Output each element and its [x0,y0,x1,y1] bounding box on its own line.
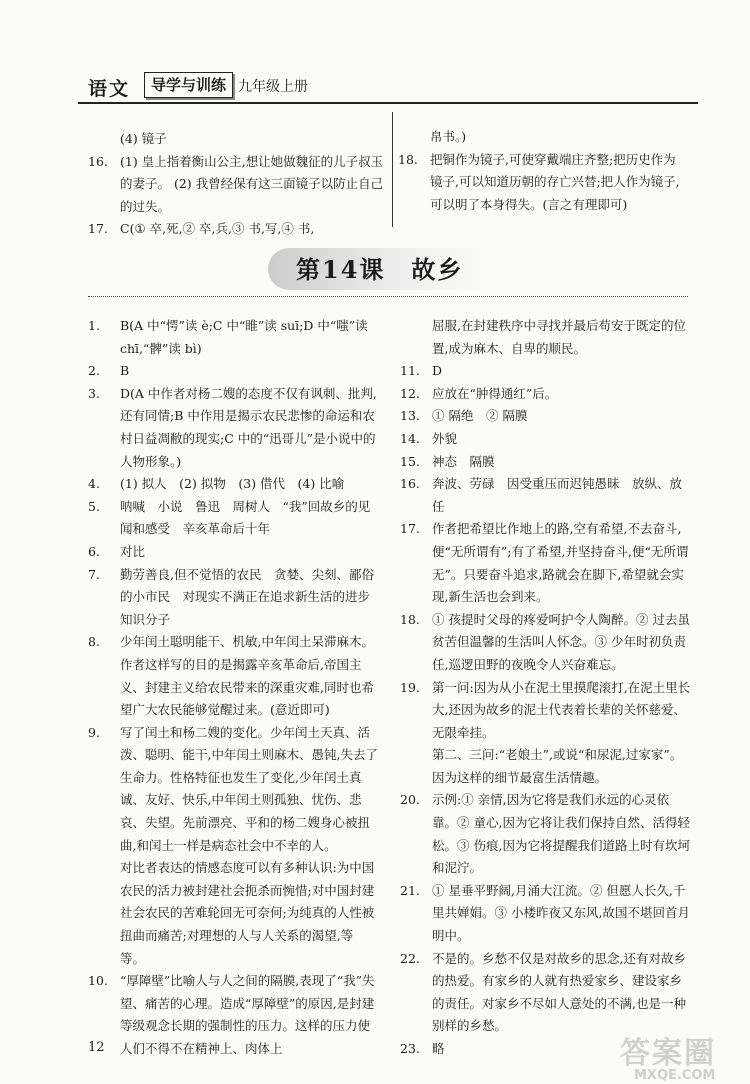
answer-text: 略 [432,1041,445,1056]
answer-item [88,564,378,632]
answer-text: ① 隔绝 ② 隔膜 [432,408,528,424]
answer-text: “厚障壁”比喻人与人之间的隔膜,表现了“我”失望、痛苦的心理。造成“厚障壁”的原因,是封建等级观念长期的强制性的压力。这样的压力使人们不得不在精神上、肉体上 [120,973,375,1056]
answer-text: 写了闰土和杨二嫂的变化。少年闰土天真、活泼、聪明、能干,中年闰土则麻木、愚钝,失去了生命力。性格特征也发生了变化,少年闰土真诚、友好、快乐,中年闰土则孤独、忧伤、悲哀、失望。先前漂亮、平和的杨二嫂身心被扭曲,和闰土一样是病态社会中不幸的人。 对比者表达的情感态度可以有多种认识:为中国农民的活力被封建社会扼杀而惋惜;对中国封建社会农民的苦难轮回无可奈何;为纯真的人性被扭曲而痛苦;对理想的人与人关系的渴望,等等。 [120,724,378,966]
answer-item [400,405,692,428]
answer-number: 16. [400,476,420,492]
answer-number: 1. [88,318,100,333]
header-rule [78,102,698,104]
answer-number: 18. [400,611,420,627]
answer-text: D(A 中作者对杨二嫂的态度不仅有讽刺、批判,还有同情;B 中作用是揭示农民悲惨的命运和农村日益凋敝的现实;C 中的“迅哥儿”是小说中的人物形象。) [120,385,377,469]
answer-text: 少年闰土聪明能干、机敏,中年闰土呆滞麻木。作者这样写的目的是揭露辛亥革命后,帝国主义、封建主义给农民带来的深重灾难,同时也希望广大农民能够觉醒过来。(意近即可) [120,634,374,718]
answer-number: 14. [400,430,420,446]
watermark-logo [620,1028,716,1083]
watermark-text: 答案圈 [620,1036,716,1071]
answer-text: 第一问:因为从小在泥土里摸爬滚打,在泥土里长大,还因为故乡的泥土代表着长辈的关怀慈爱、无限牵挂。 第二、三问:“老娘土”,或说“和尿泥,过家家”。因为这样的细节最富生活情趣。 [432,679,691,785]
answer-text: 作者把希望比作地上的路,空有希望,不去奋斗,便“无所谓有”;有了希望,并坚持奋斗,便“无所谓无”。只要奋斗追求,路就会在脚下,希望就会实现,新生活也会到来。 [432,521,689,605]
answer-number: 20. [400,792,420,808]
page-number: 12 [88,1040,105,1055]
answer-text: 帛书。) [430,129,467,144]
answer-item [400,948,692,1038]
answer-number: 22. [400,950,420,966]
answers-prev-left [88,128,388,241]
answer-text: 呐喊 小说 鲁迅 周树人 “我”回故乡的见闻和感受 辛亥革命后十年 [120,498,371,537]
answer-text: 不是的。乡愁不仅是对故乡的思念,还有对故乡的热爱。有家乡的人就有热爱家乡、建设家乡的责任。对家乡不尽如人意处的不满,也是一种别样的乡愁。 [432,950,686,1034]
answer-number [88,128,120,151]
answer-item [88,631,378,721]
dotted-divider [88,296,688,297]
answer-number: 12. [400,385,420,401]
answer-number: 17. [400,521,420,537]
answer-text: (1) 皇上指着衡山公主,想让她做魏征的儿子叔玉的妻子。 (2) 我曾经保有这三面镜子以防止自己的过失。 [120,153,384,214]
answer-text: (4) 镜子 [120,131,167,146]
answer-text: 对比 [120,543,146,559]
answer-item [88,496,378,541]
answer-number: 13. [400,408,420,424]
answer-number: 7. [88,566,100,582]
answer-item [88,473,378,496]
answer-item [88,128,388,151]
answer-item [400,789,692,879]
answer-item [88,360,378,383]
answer-number: 23. [400,1041,420,1056]
answer-number: 9. [88,724,100,740]
answer-text: C(① 卒,死,② 卒,兵,③ 书,写,④ 书, [120,221,315,237]
answer-text: B [120,363,130,379]
answer-text: 应放在“肿得通红”后。 [432,385,558,401]
answer-number: 11. [400,363,420,379]
answer-text: 屈服,在封建秩序中寻找并最后苟安于既定的位置,成为麻木、自卑的顺民。 [432,318,686,356]
answer-item [400,383,692,406]
answers-prev-right [398,126,688,216]
answer-item [88,218,388,241]
answer-number: 8. [88,634,100,650]
answer-text: ① 星垂平野阔,月涌大江流。② 但愿人长久,千里共婵娟。③ 小楼昨夜又东风,故国不堪回首月明中。 [432,882,690,944]
answer-number: 19. [400,679,420,695]
answer-number: 4. [88,476,100,492]
answer-text: 外貌 [432,430,458,446]
answer-number: 17. [88,221,108,237]
answer-text: 把铜作为镜子,可使穿戴端庄齐整;把历史作为镜子,可以知道历朝的存亡兴替;把人作为镜子,可以明了本身得失。(言之有理即可) [430,151,680,212]
column-divider [392,112,393,227]
answer-item [400,609,692,677]
answer-text: 勤劳善良,但不觉悟的农民 贪婪、尖刻、鄙俗的小市民 对现实不满正在追求新生活的进步知识分子 [120,566,374,627]
answer-text: 奔波、劳碌 因受重压而迟钝愚昧 放纵、放任 [432,476,683,514]
answer-item [88,315,378,360]
page-header [78,72,698,100]
answer-number: 15. [400,453,420,469]
grade-label: 九年级上册 [238,79,308,95]
answer-item [400,360,692,383]
answer-number: 21. [400,882,420,898]
answer-item [400,677,692,790]
subject-title: 语文 [88,78,131,100]
answer-text: B(A 中“愕”读 è;C 中“睢”读 suī;D 中“嗤”读 chī,“髀”读 bì) [120,318,368,356]
answer-text: ① 孩提时父母的疼爱呵护令人陶醉。② 过去虽贫苦但温馨的生活叫人怀念。③ 少年时初负责任,巡逻田野的夜晚令人兴奋难忘。 [432,611,690,672]
series-title: 导学与训练 [144,72,233,98]
answer-number: 10. [88,973,108,989]
answer-text: (1) 拟人 (2) 拟物 (3) 借代 (4) 比喻 [120,476,345,492]
answer-item [400,880,692,948]
answer-item [400,518,692,608]
answer-number: 16. [88,153,108,169]
answer-item [88,722,378,971]
answer-number: 18. [398,151,418,167]
answer-item [400,473,692,518]
answer-number [400,315,432,360]
answers-left-column [88,315,378,1061]
answer-item [400,315,692,360]
answer-number: 6. [88,543,100,559]
answer-text: 神态 隔膜 [432,453,495,469]
answer-text: D [432,363,443,379]
answer-number: 5. [88,498,100,514]
answer-number: 2. [88,363,100,379]
lesson-title: 第14课 故乡 [296,255,464,284]
answer-item [88,151,388,219]
answer-item [88,383,378,473]
answer-number: 3. [88,385,100,401]
answer-item [400,451,692,474]
answer-item [398,126,688,149]
answer-item [88,541,378,564]
watermark-url: MXQE.COM [634,1068,716,1083]
answer-item [400,428,692,451]
answer-number [398,126,430,149]
answer-text: 示例:① 亲情,因为它将是我们永远的心灵依靠。② 童心,因为它将让我们保持自然、活得轻松。③ 伤痕,因为它将提醒我们道路上时有坎坷和泥泞。 [432,792,690,876]
answer-item [88,970,378,1060]
answers-right-column [400,315,692,1061]
answer-item [398,149,688,217]
